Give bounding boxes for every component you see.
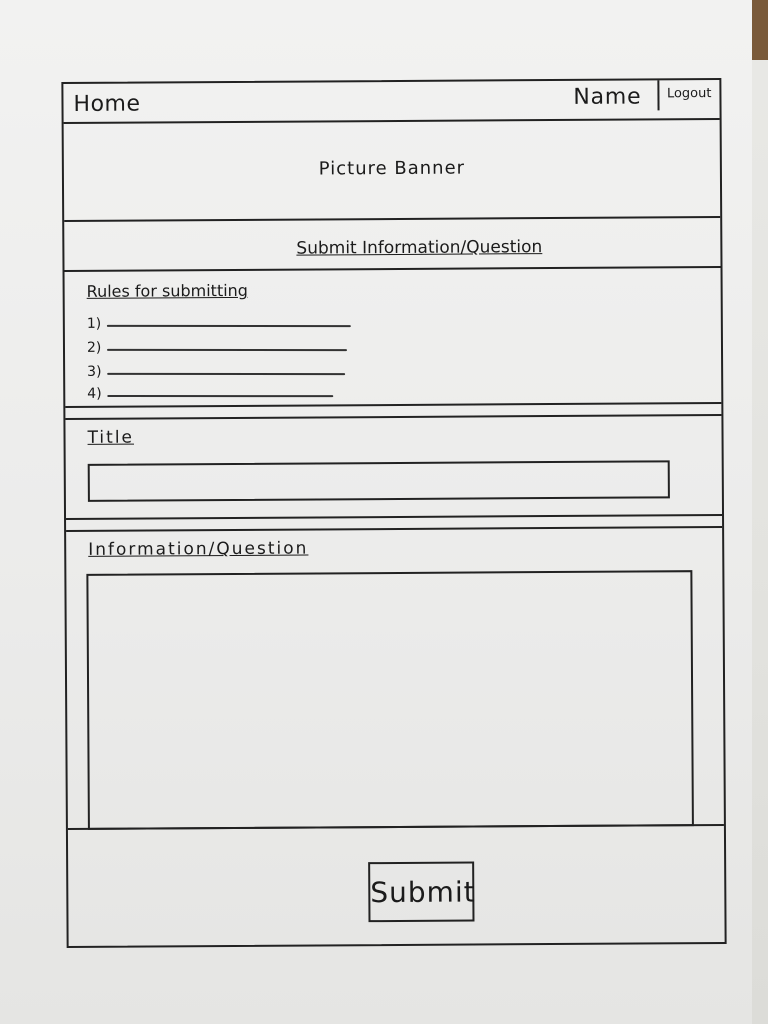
nav-divider: [657, 80, 659, 110]
title-section: [65, 414, 722, 520]
rules-title: Rules for submitting: [86, 280, 248, 301]
rule-placeholder-line: [107, 325, 351, 327]
rule-number: 3): [87, 363, 102, 380]
submit-button[interactable]: Submit: [368, 862, 474, 923]
rule-placeholder-line: [107, 395, 333, 397]
banner-label: Picture Banner: [318, 157, 466, 180]
picture-banner: [64, 120, 721, 222]
top-nav: [63, 80, 719, 124]
desk-edge: [752, 0, 768, 60]
rule-number: 2): [86, 339, 102, 356]
rule-placeholder-line: [107, 373, 345, 375]
title-input[interactable]: [88, 460, 670, 502]
page-heading-section: [64, 218, 720, 272]
home-link[interactable]: Home: [73, 91, 141, 117]
logout-link[interactable]: Logout: [666, 86, 712, 102]
info-section: [66, 526, 724, 830]
title-label: Title: [87, 427, 135, 448]
submit-section: [68, 826, 725, 946]
wireframe-page: [61, 78, 726, 948]
page-title: Submit Information/Question: [296, 237, 543, 259]
info-textarea[interactable]: [86, 570, 694, 830]
rules-section: [65, 268, 722, 408]
info-label: Information/Question: [88, 538, 309, 560]
user-name: Name: [573, 84, 642, 110]
rule-number: 1): [86, 315, 102, 332]
rule-number: 4): [87, 385, 102, 402]
rule-placeholder-line: [107, 349, 347, 351]
